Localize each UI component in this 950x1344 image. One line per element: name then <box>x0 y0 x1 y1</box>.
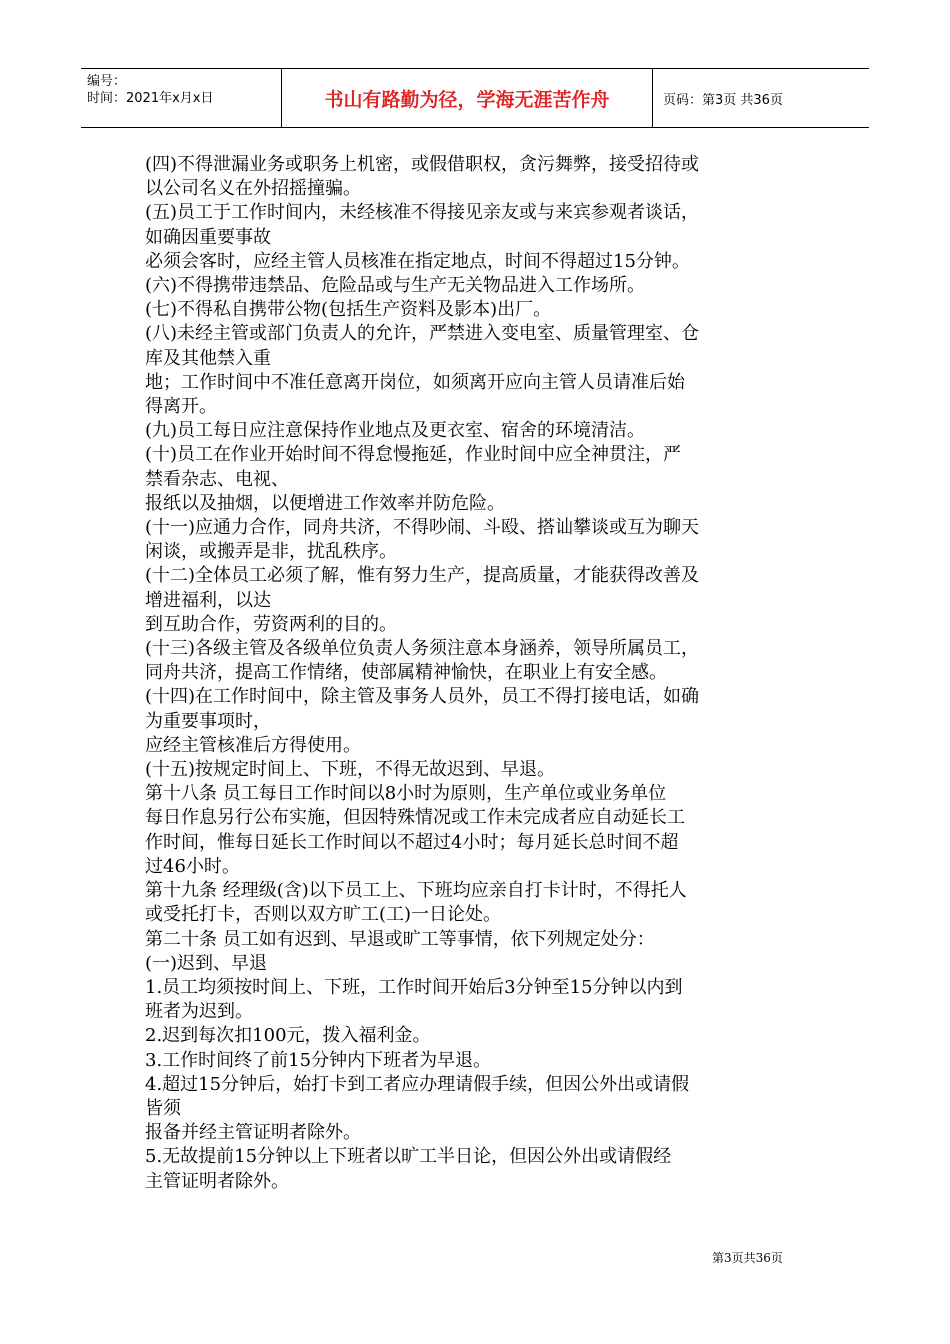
text-line: 报备并经主管证明者除外。 <box>145 1122 361 1144</box>
text-line: 为重要事项时， <box>145 710 271 732</box>
text-line: (八)未经主管或部门负责人的允许，严禁进入变电室、质量管理室、仓 <box>145 323 700 345</box>
text-line: 如确因重要事故 <box>145 226 271 248</box>
text-line: 地；工作时间中不准任意离开岗位，如须离开应向主管人员请准后始 <box>145 371 685 393</box>
text-line: (一)迟到、早退 <box>145 952 268 974</box>
header-page-info: 页码：第3页 共36页 <box>663 92 783 108</box>
header-meta-cell <box>81 69 282 127</box>
page-footer: 第3页共36页 <box>712 1251 783 1265</box>
document-number-label: 编号： <box>87 74 127 89</box>
text-line: 作时间，惟每日延长工作时间以不超过4小时；每月延长总时间不超 <box>145 831 679 853</box>
text-line: 得离开。 <box>145 396 217 418</box>
text-line: (九)员工每日应注意保持作业地点及更衣室、宿舍的环境清洁。 <box>145 420 646 442</box>
text-line: (十二)全体员工必须了解，惟有努力生产，提高质量，才能获得改善及 <box>145 565 700 587</box>
document-date-label: 时间：2021年x月x日 <box>87 91 214 106</box>
text-line: 主管证明者除外。 <box>145 1170 289 1192</box>
text-line: (十)员工在作业开始时间不得怠慢拖延，作业时间中应全神贯注，严 <box>145 444 682 466</box>
header-motto: 书山有路勤为径，学海无涯苦作舟 <box>282 69 653 127</box>
text-line: 4.超过15分钟后，始打卡到工者应办理请假手续，但因公外出或请假 <box>145 1073 690 1095</box>
text-line: 报纸以及抽烟，以便增进工作效率并防危险。 <box>145 492 505 514</box>
text-line: 以公司名义在外招摇撞骗。 <box>145 178 361 200</box>
text-line: 闲谈，或搬弄是非，扰乱秩序。 <box>145 541 397 563</box>
text-line: 第十九条 经理级(含)以下员工上、下班均应亲自打卡计时，不得托人 <box>145 880 687 902</box>
text-line: 5.无故提前15分钟以上下班者以旷工半日论，但因公外出或请假经 <box>145 1146 672 1168</box>
text-line: 禁看杂志、电视、 <box>145 468 289 490</box>
text-line: 3.工作时间终了前15分钟内下班者为早退。 <box>145 1049 492 1071</box>
text-line: (五)员工于工作时间内，未经核准不得接见亲友或与来宾参观者谈话， <box>145 202 700 224</box>
text-line: (十三)各级主管及各级单位负责人务须注意本身涵养，领导所属员工， <box>145 638 700 660</box>
text-line: 库及其他禁入重 <box>145 347 271 369</box>
text-line: 必须会客时，应经主管人员核准在指定地点，时间不得超过15分钟。 <box>145 250 690 272</box>
text-line: 班者为迟到。 <box>145 1001 253 1023</box>
text-line: 第十八条 员工每日工作时间以8小时为原则，生产单位或业务单位 <box>145 783 667 805</box>
text-line: (六)不得携带违禁品、危险品或与生产无关物品进入工作场所。 <box>145 275 646 297</box>
text-line: 过46小时。 <box>145 855 240 877</box>
page-header <box>81 68 869 128</box>
text-line: 或受托打卡，否则以双方旷工(工)一日论处。 <box>145 904 502 926</box>
text-line: (十一)应通力合作，同舟共济，不得吵闹、斗殴、搭讪攀谈或互为聊天 <box>145 517 700 539</box>
text-line: (四)不得泄漏业务或职务上机密，或假借职权，贪污舞弊，接受招待或 <box>145 154 700 175</box>
text-line: 皆须 <box>145 1097 181 1119</box>
text-line: 增进福利，以达 <box>145 589 271 611</box>
text-line: 1.员工均须按时间上、下班，工作时间开始后3分钟至15分钟以内到 <box>145 976 683 998</box>
document-body <box>145 153 815 1194</box>
text-line: (十四)在工作时间中，除主管及事务人员外，员工不得打接电话，如确 <box>145 686 700 708</box>
text-line: 第二十条 员工如有迟到、早退或旷工等事情，依下列规定处分： <box>145 928 655 950</box>
text-line: 到互助合作，劳资两利的目的。 <box>145 613 397 635</box>
text-line: 同舟共济，提高工作情绪，使部属精神愉快，在职业上有安全感。 <box>145 662 667 684</box>
text-line: (十五)按规定时间上、下班，不得无故迟到、早退。 <box>145 759 556 781</box>
text-line: 应经主管核准后方得使用。 <box>145 734 361 756</box>
text-line: 2.迟到每次扣100元，拨入福利金。 <box>145 1025 431 1047</box>
text-line: (七)不得私自携带公物(包括生产资料及影本)出厂。 <box>145 299 552 321</box>
text-line: 每日作息另行公布实施，但因特殊情况或工作未完成者应自动延长工 <box>145 807 685 829</box>
